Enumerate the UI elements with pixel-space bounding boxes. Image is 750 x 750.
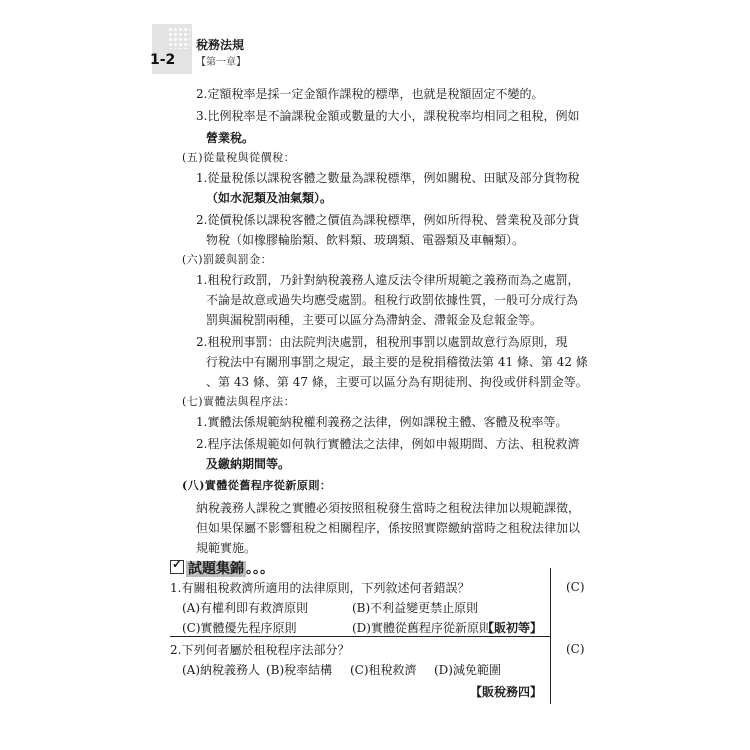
exam-heading-dots: 。。。 — [246, 561, 274, 577]
text-line: 1.從量稅係以課稅客體之數量為課稅標準，例如關稅、田賦及部分貨物稅 — [196, 171, 580, 185]
option-a: (A)有權利即有救濟原則 — [182, 601, 309, 615]
text-line: 2.租稅刑事罰：由法院判決處罰，租稅刑事罰以處罰故意行為原則，現 — [196, 335, 568, 349]
text-line: 及繳納期間等。 — [206, 457, 291, 471]
text-line: 2.程序法係規範如何執行實體法之法律，例如申報期間、方法、租稅救濟 — [196, 437, 580, 451]
dot-pattern-decoration — [168, 27, 190, 49]
text-line: 罰與漏稅罰兩種，主要可以區分為滯納金、滯報金及怠報金等。 — [206, 313, 543, 327]
text-line: 1.租稅行政罰，乃針對納稅義務人違反法令律所規範之義務而為之處罰， — [196, 273, 580, 287]
answer-1: (C) — [566, 580, 585, 594]
option-b: (B)稅率結構 — [266, 663, 333, 677]
text-line: 納稅義務人課稅之實體必須按照租稅發生當時之租稅法律加以規範課徵， — [196, 501, 581, 515]
answer-column-divider — [550, 568, 551, 704]
section-heading: (八)實體從舊程序從新原則： — [182, 479, 332, 492]
text-line: 1.實體法係規範納稅權利義務之法律，例如課稅主體、客體及稅率等。 — [196, 415, 568, 429]
text-line: 、第 43 條、第 47 條，主要可以區分為有期徒刑、拘役或併科罰金等。 — [206, 375, 588, 389]
text-line: 2.從價稅係以課稅客體之價值為課稅標準，例如所得稅、營業稅及部分貨 — [196, 213, 580, 227]
text-line: （如水泥類及油氣類）。 — [206, 191, 333, 205]
text-line: 不論是故意或過失均應受處罰。租稅行政罰依據性質，一般可分成行為 — [206, 293, 579, 307]
text-line: 行稅法中有關刑事罰之規定，最主要的是稅捐稽徵法第 41 條、第 42 條 — [206, 355, 588, 369]
section-heading: (七)實體法與程序法： — [182, 395, 296, 408]
question-2: 2.下列何者屬於租稅程序法部分？ — [170, 643, 350, 657]
option-d: (D)減免範圍 — [434, 663, 501, 677]
option-b: (B)不利益變更禁止原則 — [352, 601, 479, 615]
text-line: 規範實施。 — [196, 541, 257, 555]
question-source: 【販稅務四】 — [470, 685, 543, 699]
answer-2: (C) — [566, 642, 585, 656]
option-a: (A)納稅義務人 — [182, 663, 261, 677]
text-line: 物稅（如橡膠輪胎類、飲料類、玻璃類、電器類及車輛類）。 — [206, 233, 525, 247]
text-line: 但如果保屬不影響租稅之相關程序，係按照實際繳納當時之租稅法律加以 — [196, 521, 581, 535]
running-head-title: 稅務法規 — [196, 38, 245, 52]
exam-section-title: 試題集錦 — [188, 561, 244, 577]
option-c: (C)租稅救濟 — [350, 663, 417, 677]
page-number: 1-2 — [150, 52, 176, 68]
option-c: (C)實體優先程序原則 — [182, 621, 297, 635]
question-1: 1.有關租稅救濟所適用的法律原則，下列敘述何者錯誤？ — [170, 581, 470, 595]
text-line: 3.比例稅率是不論課稅金額或數量的大小，課稅稅率均相同之租稅，例如 — [196, 109, 580, 123]
checkbox-icon — [170, 560, 184, 574]
option-d: (D)實體從舊程序從新原則 — [352, 621, 491, 635]
running-head-chapter: 【第一章】 — [196, 57, 246, 68]
question-source: 【販初等】 — [482, 621, 543, 635]
exam-section-heading — [170, 558, 274, 578]
text-line: 營業稅。 — [206, 131, 255, 145]
question-divider — [170, 636, 550, 637]
text-line: 2.定額稅率是採一定金額作課稅的標準，也就是稅額固定不變的。 — [196, 87, 544, 101]
section-heading: (五)從量稅與從價稅： — [182, 151, 296, 164]
section-heading: (六)罰鍰與罰金： — [182, 253, 273, 266]
